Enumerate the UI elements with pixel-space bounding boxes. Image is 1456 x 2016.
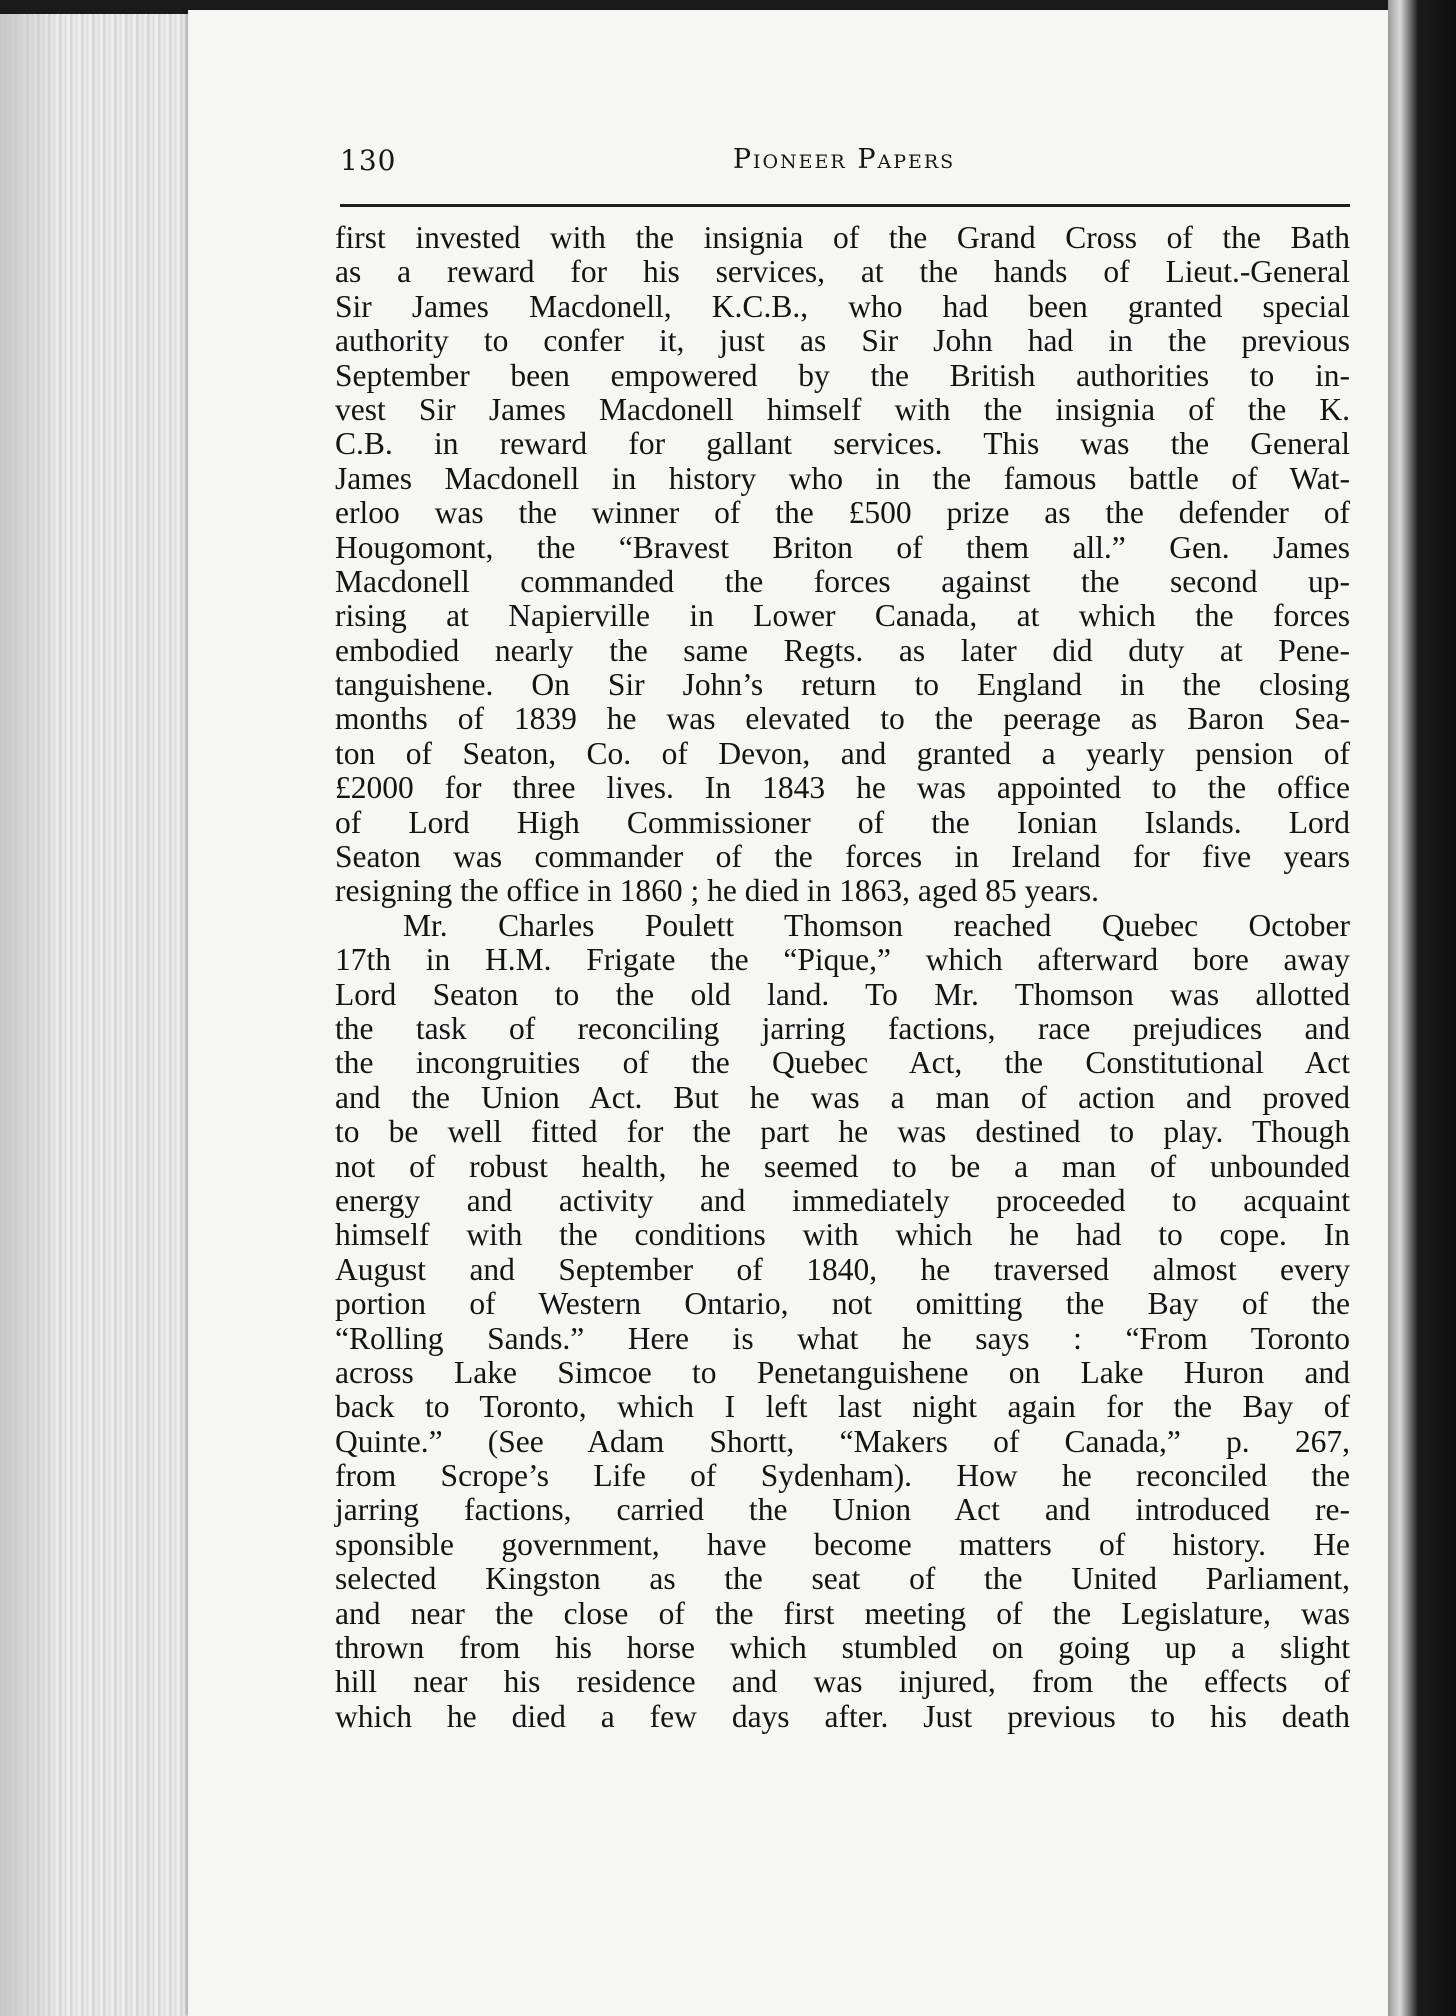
text-line: from Scrope’s Life of Sydenham). How he reconciled the [335,1458,1350,1494]
text-line: and near the close of the first meeting of the Legislature, was [335,1595,1350,1631]
text-line: Lord Seaton to the old land. To Mr. Thomson was allotted [335,976,1350,1012]
text-line: 17th in H.M. Frigate the “Pique,” which afterward bore away [335,942,1350,978]
text-line: not of robust health, he seemed to be a man of unbounded [335,1148,1350,1184]
paragraph-first-line: Mr. Charles Poulett Thomson reached Quebec October [403,907,1350,943]
text-line: selected Kingston as the seat of the United Parliament, [335,1561,1350,1597]
text-line: the task of reconciling jarring factions, race prejudices and [335,1010,1350,1046]
text-line: Macdonell commanded the forces against the second up- [335,563,1350,599]
text-line: erloo was the winner of the £500 prize as the defender of [335,495,1350,531]
text-line: the incongruities of the Quebec Act, the Constitutional Act [335,1045,1350,1081]
text-line: hill near his residence and was injured, from the effects of [335,1664,1350,1700]
text-line: which he died a few days after. Just previous to his death [335,1698,1350,1734]
paragraph-last-line: resigning the office in 1860 ; he died in 1863, aged 85 years. [335,873,1099,909]
text-line: across Lake Simcoe to Penetanguishene on Lake Huron and [335,1354,1350,1390]
text-line: £2000 for three lives. In 1843 he was appointed to the office [335,770,1350,806]
header-rule [340,204,1350,207]
text-line: first invested with the insignia of the Grand Cross of the Bath [335,220,1350,255]
text-line: tanguishene. On Sir John’s return to England in the closing [335,667,1350,703]
text-line: back to Toronto, which I left last night again for the Bay of [335,1389,1350,1425]
text-line: thrown from his horse which stumbled on going up a slight [335,1630,1350,1666]
text-line: and the Union Act. But he was a man of action and proved [335,1079,1350,1115]
text-line: months of 1839 he was elevated to the peerage as Baron Sea- [335,701,1350,737]
book-page-edges [0,14,190,2016]
text-line: rising at Napierville in Lower Canada, at which the forces [335,598,1350,634]
text-line: ton of Seaton, Co. of Devon, and granted a yearly pension of [335,735,1350,771]
book-right-edge [1388,0,1456,2016]
text-line: jarring factions, carried the Union Act and introduced re- [335,1492,1350,1528]
text-line: Quinte.” (See Adam Shortt, “Makers of Canada,” p. 267, [335,1423,1350,1459]
text-line: sponsible government, have become matters of history. He [335,1526,1350,1562]
text-line: energy and activity and immediately proceeded to acquaint [335,1182,1350,1218]
text-line: C.B. in reward for gallant services. This was the General [335,426,1350,462]
text-line: August and September of 1840, he traversed almost every [335,1251,1350,1287]
text-line: portion of Western Ontario, not omitting the Bay of the [335,1286,1350,1322]
text-line: as a reward for his services, at the hands of Lieut.-General [335,254,1350,290]
body-text [335,221,1350,1734]
text-line: to be well fitted for the part he was destined to play. Though [335,1114,1350,1150]
text-line: himself with the conditions with which he had to cope. In [335,1217,1350,1253]
text-line: “Rolling Sands.” Here is what he says : “From Toronto [335,1320,1350,1356]
text-line: September been empowered by the British authorities to in- [335,357,1350,393]
text-line: authority to confer it, just as Sir John had in the previous [335,323,1350,359]
text-line: Hougomont, the “Bravest Briton of them all.” Gen. James [335,529,1350,565]
text-line: embodied nearly the same Regts. as later did duty at Pene- [335,632,1350,668]
running-title: Pioneer Papers [732,144,956,175]
text-line: vest Sir James Macdonell himself with the insignia of the K. [335,391,1350,427]
text-line: Sir James Macdonell, K.C.B., who had been granted special [335,288,1350,324]
text-line: James Macdonell in history who in the famous battle of Wat- [335,460,1350,496]
page-number: 130 [340,144,397,177]
text-line: Seaton was commander of the forces in Ireland for five years [335,839,1350,875]
text-line: of Lord High Commissioner of the Ionian Islands. Lord [335,804,1350,840]
page-header [340,144,1348,188]
